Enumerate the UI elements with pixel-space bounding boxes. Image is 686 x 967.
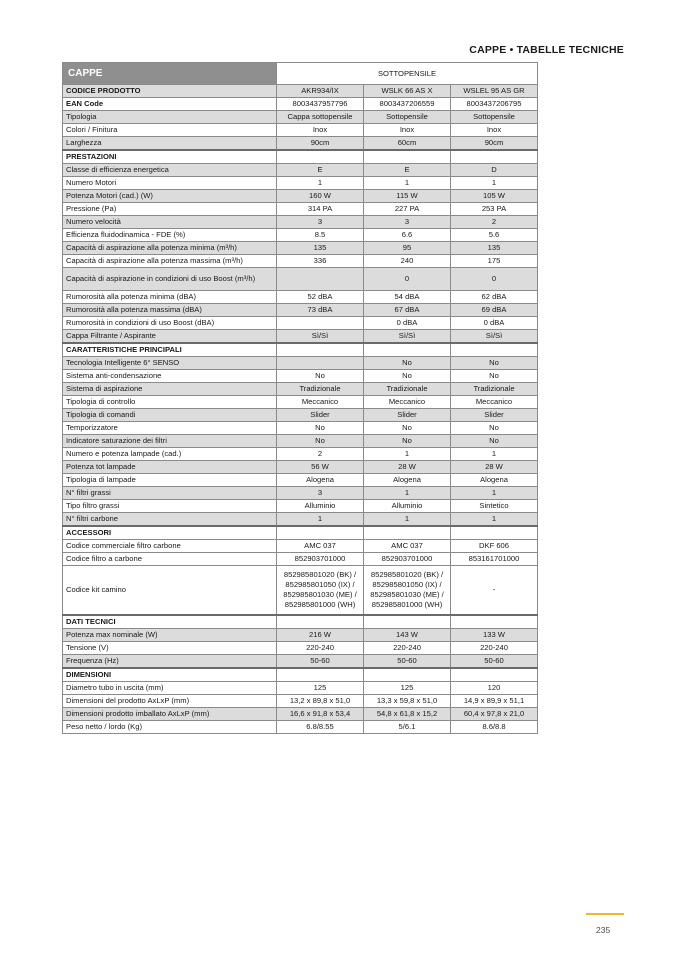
table-row xyxy=(63,721,538,734)
value-cell: 3 xyxy=(277,487,364,500)
section-header-row xyxy=(63,150,538,164)
row-label: Rumorosità in condizioni di uso Boost (dBA) xyxy=(63,317,277,330)
value-cell: Sintetico xyxy=(451,500,538,513)
row-label: Tipologia xyxy=(63,111,277,124)
value-cell: Alogena xyxy=(277,474,364,487)
value-cell xyxy=(451,615,538,629)
table-row xyxy=(63,370,538,383)
value-cell: 125 xyxy=(277,682,364,695)
row-label: Tipologia di comandi xyxy=(63,409,277,422)
table-row xyxy=(63,304,538,317)
value-cell: DKF 606 xyxy=(451,540,538,553)
section-header-label: DIMENSIONI xyxy=(63,668,277,682)
table-row xyxy=(63,229,538,242)
section-header-row xyxy=(63,668,538,682)
table-row xyxy=(63,330,538,344)
table-row xyxy=(63,242,538,255)
row-label: Cappa Filtrante / Aspirante xyxy=(63,330,277,344)
value-cell: 143 W xyxy=(364,629,451,642)
value-cell: 852985801020 (BK) / 852985801050 (IX) / 852985801030 (ME) / 852985801000 (WH) xyxy=(364,566,451,616)
value-cell: 28 W xyxy=(451,461,538,474)
value-cell: 50-60 xyxy=(277,655,364,669)
table-row xyxy=(63,435,538,448)
section-header-row xyxy=(63,343,538,357)
value-cell: 336 xyxy=(277,255,364,268)
value-cell: Slider xyxy=(364,409,451,422)
value-cell: 135 xyxy=(277,242,364,255)
value-cell: No xyxy=(451,357,538,370)
value-cell: 853161701000 xyxy=(451,553,538,566)
value-cell: 314 PA xyxy=(277,203,364,216)
value-cell: 5.6 xyxy=(451,229,538,242)
value-cell: 60cm xyxy=(364,137,451,151)
model-code-cell: AKR934/IX xyxy=(277,85,364,98)
table-row xyxy=(63,682,538,695)
value-cell: 90cm xyxy=(451,137,538,151)
row-label: N° filtri carbone xyxy=(63,513,277,527)
row-label: Peso netto / lordo (Kg) xyxy=(63,721,277,734)
value-cell xyxy=(277,343,364,357)
table-row xyxy=(63,396,538,409)
value-cell: D xyxy=(451,164,538,177)
row-label: N° filtri grassi xyxy=(63,487,277,500)
value-cell: 227 PA xyxy=(364,203,451,216)
table-row xyxy=(63,124,538,137)
row-label: Potenza max nominale (W) xyxy=(63,629,277,642)
table-row xyxy=(63,474,538,487)
row-label: Potenza tot lampade xyxy=(63,461,277,474)
table-row xyxy=(63,422,538,435)
section-header-label: PRESTAZIONI xyxy=(63,150,277,164)
row-label: Numero e potenza lampade (cad.) xyxy=(63,448,277,461)
value-cell: No xyxy=(451,422,538,435)
value-cell: Alogena xyxy=(364,474,451,487)
value-cell xyxy=(277,268,364,291)
value-cell: No xyxy=(277,422,364,435)
value-cell: Inox xyxy=(451,124,538,137)
value-cell: Tradizionale xyxy=(451,383,538,396)
page-header-title: CAPPE • TABELLE TECNICHE xyxy=(469,44,624,56)
row-label: Capacità di aspirazione in condizioni di uso Boost (m³/h) xyxy=(63,268,277,291)
value-cell: Sì/Sì xyxy=(277,330,364,344)
value-cell: Sì/Sì xyxy=(451,330,538,344)
value-cell: 3 xyxy=(364,216,451,229)
value-cell: 6.6 xyxy=(364,229,451,242)
table-row xyxy=(63,317,538,330)
value-cell xyxy=(277,526,364,540)
table-row xyxy=(63,409,538,422)
table-row xyxy=(63,268,538,291)
value-cell: 0 dBA xyxy=(364,317,451,330)
value-cell: Alogena xyxy=(451,474,538,487)
value-cell: 52 dBA xyxy=(277,291,364,304)
row-label: Codice commerciale filtro carbone xyxy=(63,540,277,553)
value-cell: 1 xyxy=(451,177,538,190)
row-label: Numero Motori xyxy=(63,177,277,190)
value-cell: 14,9 x 89,9 x 51,1 xyxy=(451,695,538,708)
table-title-row xyxy=(63,63,538,85)
value-cell: Slider xyxy=(277,409,364,422)
value-cell: Inox xyxy=(364,124,451,137)
value-cell xyxy=(277,668,364,682)
section-header-label: ACCESSORI xyxy=(63,526,277,540)
value-cell: 67 dBA xyxy=(364,304,451,317)
value-cell: 852903701000 xyxy=(277,553,364,566)
row-label: Diametro tubo in uscita (mm) xyxy=(63,682,277,695)
value-cell: 1 xyxy=(451,513,538,527)
table-row xyxy=(63,708,538,721)
spec-table xyxy=(62,62,538,734)
table-row xyxy=(63,216,538,229)
footer-accent-rule xyxy=(586,913,624,915)
row-label: Rumorosità alla potenza massima (dBA) xyxy=(63,304,277,317)
table-row xyxy=(63,553,538,566)
value-cell: Alluminio xyxy=(364,500,451,513)
value-cell xyxy=(277,150,364,164)
row-label: Tecnologia Intelligente 6° SENSO xyxy=(63,357,277,370)
row-label: Classe di efficienza energetica xyxy=(63,164,277,177)
value-cell: 0 dBA xyxy=(451,317,538,330)
section-header-row xyxy=(63,615,538,629)
table-row xyxy=(63,540,538,553)
value-cell: No xyxy=(364,370,451,383)
table-row xyxy=(63,291,538,304)
value-cell xyxy=(451,343,538,357)
value-cell: 175 xyxy=(451,255,538,268)
value-cell: 135 xyxy=(451,242,538,255)
page-number: 235 xyxy=(596,925,611,935)
value-cell: 125 xyxy=(364,682,451,695)
product-group-label: SOTTOPENSILE xyxy=(277,63,538,85)
row-label: Numero velocità xyxy=(63,216,277,229)
value-cell xyxy=(364,343,451,357)
value-cell: 8.6/8.8 xyxy=(451,721,538,734)
row-label: Sistema anti-condensazione xyxy=(63,370,277,383)
value-cell: 95 xyxy=(364,242,451,255)
value-cell xyxy=(364,615,451,629)
row-label: Frequenza (Hz) xyxy=(63,655,277,669)
value-cell: 220-240 xyxy=(277,642,364,655)
row-label: Codice kit camino xyxy=(63,566,277,616)
value-cell xyxy=(451,150,538,164)
value-cell: 115 W xyxy=(364,190,451,203)
row-label: Rumorosità alla potenza minima (dBA) xyxy=(63,291,277,304)
value-cell: 69 dBA xyxy=(451,304,538,317)
value-cell: - xyxy=(451,566,538,616)
value-cell: 90cm xyxy=(277,137,364,151)
value-cell: No xyxy=(364,422,451,435)
value-cell: No xyxy=(277,370,364,383)
value-cell: Tradizionale xyxy=(364,383,451,396)
table-row xyxy=(63,695,538,708)
value-cell: 54,8 x 61,8 x 15,2 xyxy=(364,708,451,721)
value-cell: 73 dBA xyxy=(277,304,364,317)
row-label: Capacità di aspirazione alla potenza minima (m³/h) xyxy=(63,242,277,255)
value-cell: No xyxy=(451,435,538,448)
table-row xyxy=(63,177,538,190)
table-title: CAPPE xyxy=(63,63,277,85)
table-row xyxy=(63,642,538,655)
value-cell: 220-240 xyxy=(364,642,451,655)
table-row xyxy=(63,500,538,513)
value-cell: 105 W xyxy=(451,190,538,203)
table-row xyxy=(63,461,538,474)
value-cell xyxy=(451,526,538,540)
value-cell: 1 xyxy=(364,448,451,461)
table-row xyxy=(63,655,538,669)
section-header-row xyxy=(63,526,538,540)
value-cell: 0 xyxy=(364,268,451,291)
row-label: Larghezza xyxy=(63,137,277,151)
value-cell: Slider xyxy=(451,409,538,422)
value-cell: E xyxy=(277,164,364,177)
value-cell: Tradizionale xyxy=(277,383,364,396)
row-label: Efficienza fluidodinamica - FDE (%) xyxy=(63,229,277,242)
value-cell: 2 xyxy=(277,448,364,461)
value-cell: Sottopensile xyxy=(451,111,538,124)
value-cell: 216 W xyxy=(277,629,364,642)
value-cell: 1 xyxy=(451,448,538,461)
value-cell: No xyxy=(277,435,364,448)
value-cell: 8003437206559 xyxy=(364,98,451,111)
section-header-label: CARATTERISTICHE PRINCIPALI xyxy=(63,343,277,357)
value-cell: 253 PA xyxy=(451,203,538,216)
value-cell: Cappa sottopensile xyxy=(277,111,364,124)
value-cell: 28 W xyxy=(364,461,451,474)
model-code-label: CODICE PRODOTTO xyxy=(63,85,277,98)
model-code-cell: WSLK 66 AS X xyxy=(364,85,451,98)
row-label: Temporizzatore xyxy=(63,422,277,435)
table-row xyxy=(63,383,538,396)
table-row xyxy=(63,487,538,500)
value-cell xyxy=(277,357,364,370)
value-cell: 133 W xyxy=(451,629,538,642)
value-cell: 852985801020 (BK) / 852985801050 (IX) / 852985801030 (ME) / 852985801000 (WH) xyxy=(277,566,364,616)
value-cell: 6.8/8.55 xyxy=(277,721,364,734)
value-cell: 2 xyxy=(451,216,538,229)
table-row xyxy=(63,203,538,216)
value-cell: AMC 037 xyxy=(364,540,451,553)
row-label: Colori / Finitura xyxy=(63,124,277,137)
value-cell: AMC 037 xyxy=(277,540,364,553)
value-cell: Inox xyxy=(277,124,364,137)
value-cell: 160 W xyxy=(277,190,364,203)
value-cell: 13,3 x 59,8 x 51,0 xyxy=(364,695,451,708)
value-cell: 3 xyxy=(277,216,364,229)
value-cell: No xyxy=(364,357,451,370)
table-row xyxy=(63,513,538,527)
value-cell: 852903701000 xyxy=(364,553,451,566)
row-label: Potenza Motori (cad.) (W) xyxy=(63,190,277,203)
value-cell: 1 xyxy=(364,487,451,500)
row-label: Tipologia di lampade xyxy=(63,474,277,487)
table-row xyxy=(63,357,538,370)
value-cell: Alluminio xyxy=(277,500,364,513)
row-label: Dimensioni prodotto imballato AxLxP (mm) xyxy=(63,708,277,721)
value-cell: 120 xyxy=(451,682,538,695)
value-cell: 5/6.1 xyxy=(364,721,451,734)
value-cell: 56 W xyxy=(277,461,364,474)
value-cell: Sì/Sì xyxy=(364,330,451,344)
value-cell: 60,4 x 97,8 x 21,0 xyxy=(451,708,538,721)
value-cell: 50-60 xyxy=(364,655,451,669)
row-label: Capacità di aspirazione alla potenza massima (m³/h) xyxy=(63,255,277,268)
value-cell: Sottopensile xyxy=(364,111,451,124)
row-label: Dimensioni del prodotto AxLxP (mm) xyxy=(63,695,277,708)
value-cell: 1 xyxy=(364,177,451,190)
value-cell: 1 xyxy=(451,487,538,500)
value-cell: 8003437206795 xyxy=(451,98,538,111)
value-cell: 1 xyxy=(277,177,364,190)
row-label: Sistema di aspirazione xyxy=(63,383,277,396)
value-cell: 1 xyxy=(364,513,451,527)
table-row xyxy=(63,190,538,203)
value-cell: 1 xyxy=(277,513,364,527)
value-cell: 16,6 x 91,8 x 53,4 xyxy=(277,708,364,721)
value-cell: Meccanico xyxy=(277,396,364,409)
value-cell: 8.5 xyxy=(277,229,364,242)
row-label: Indicatore saturazione dei filtri xyxy=(63,435,277,448)
value-cell xyxy=(277,317,364,330)
table-row xyxy=(63,629,538,642)
model-code-cell: WSLEL 95 AS GR xyxy=(451,85,538,98)
row-label: Pressione (Pa) xyxy=(63,203,277,216)
row-label: Tipo filtro grassi xyxy=(63,500,277,513)
value-cell: 13,2 x 89,8 x 51,0 xyxy=(277,695,364,708)
table-row xyxy=(63,111,538,124)
value-cell: Meccanico xyxy=(451,396,538,409)
value-cell xyxy=(364,150,451,164)
value-cell xyxy=(451,668,538,682)
row-label: Tensione (V) xyxy=(63,642,277,655)
table-row xyxy=(63,164,538,177)
value-cell: No xyxy=(451,370,538,383)
value-cell: 240 xyxy=(364,255,451,268)
value-cell: No xyxy=(364,435,451,448)
table-row xyxy=(63,137,538,151)
value-cell xyxy=(277,615,364,629)
row-label: Tipologia di controllo xyxy=(63,396,277,409)
value-cell: 0 xyxy=(451,268,538,291)
table-row xyxy=(63,448,538,461)
table-row xyxy=(63,566,538,616)
value-cell: 62 dBA xyxy=(451,291,538,304)
value-cell: E xyxy=(364,164,451,177)
value-cell xyxy=(364,526,451,540)
value-cell: 8003437957796 xyxy=(277,98,364,111)
model-code-row xyxy=(63,85,538,98)
table-row xyxy=(63,255,538,268)
row-label: EAN Code xyxy=(63,98,277,111)
value-cell xyxy=(364,668,451,682)
row-label: Codice filtro a carbone xyxy=(63,553,277,566)
value-cell: 54 dBA xyxy=(364,291,451,304)
value-cell: 50-60 xyxy=(451,655,538,669)
section-header-label: DATI TECNICI xyxy=(63,615,277,629)
value-cell: 220-240 xyxy=(451,642,538,655)
value-cell: Meccanico xyxy=(364,396,451,409)
table-row xyxy=(63,98,538,111)
